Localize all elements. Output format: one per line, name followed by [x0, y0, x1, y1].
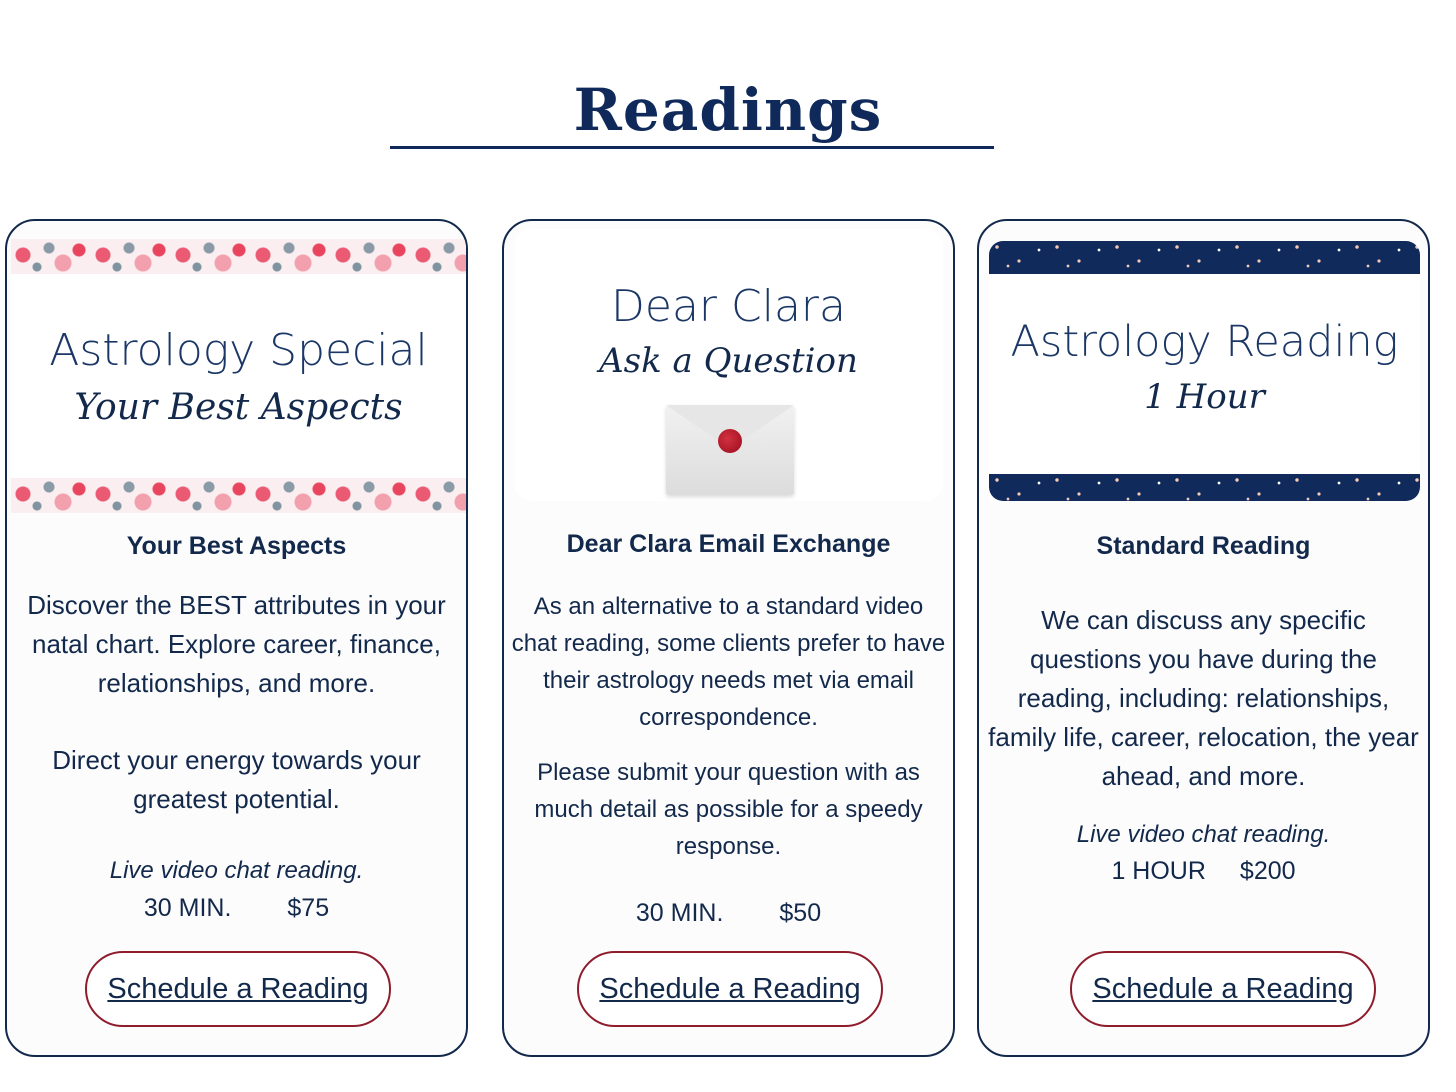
card-description [987, 601, 1420, 796]
page-title: Readings [573, 76, 883, 144]
starry-border-bottom [989, 474, 1420, 501]
price: $50 [779, 899, 822, 927]
price-line [504, 899, 953, 928]
banner-heading: Astrology Special [49, 325, 428, 376]
envelope-icon [666, 405, 794, 495]
card-banner [989, 241, 1420, 501]
price: $200 [1239, 857, 1296, 885]
title-underline [390, 146, 994, 149]
card-banner [514, 229, 943, 501]
card-title: Standard Reading [1096, 532, 1311, 560]
duration: 1 HOUR [1111, 857, 1206, 885]
description-paragraph: Discover the BEST attributes in your natal chart. Explore career, finance, relationships, and more. [27, 590, 446, 698]
schedule-reading-button[interactable]: Schedule a Reading [1070, 951, 1376, 1027]
duration: 30 MIN. [143, 894, 232, 922]
starry-border-top [989, 241, 1420, 274]
schedule-reading-button[interactable]: Schedule a Reading [85, 951, 391, 1027]
session-type: Live video chat reading. [1076, 821, 1331, 848]
banner-heading: Astrology Reading [1010, 317, 1399, 367]
banner-heading: Dear Clara [611, 281, 846, 332]
reading-card-astrology-special [5, 219, 468, 1057]
price-line [979, 857, 1428, 886]
description-paragraph: We can discuss any specific questions you have during the reading, including: relationships, family life, career, relocation, the year ahead, and more. [988, 605, 1419, 791]
banner-subheading: Ask a Question [599, 341, 858, 381]
banner-subheading: Your Best Aspects [74, 387, 403, 428]
card-title: Dear Clara Email Exchange [566, 530, 891, 558]
card-description [508, 588, 949, 865]
card-description [7, 586, 466, 819]
banner-subheading: 1 Hour [1144, 377, 1265, 417]
wax-seal-icon [718, 429, 742, 453]
schedule-reading-button[interactable]: Schedule a Reading [577, 951, 883, 1027]
reading-card-dear-clara [502, 219, 955, 1057]
description-paragraph: As an alternative to a standard video chat reading, some clients prefer to have their astrology needs met via email correspondence. [511, 593, 946, 731]
duration: 30 MIN. [635, 899, 724, 927]
session-type: Live video chat reading. [109, 857, 364, 884]
floral-border-bottom [11, 478, 466, 513]
floral-border-top [11, 239, 466, 274]
price-line [7, 894, 466, 923]
card-banner [11, 239, 466, 513]
price: $75 [287, 894, 330, 922]
description-paragraph: Please submit your question with as much detail as possible for a speedy response. [534, 759, 923, 860]
card-title: Your Best Aspects [126, 532, 347, 560]
description-paragraph: Direct your energy towards your greatest potential. [52, 745, 421, 814]
reading-card-standard [977, 219, 1430, 1057]
